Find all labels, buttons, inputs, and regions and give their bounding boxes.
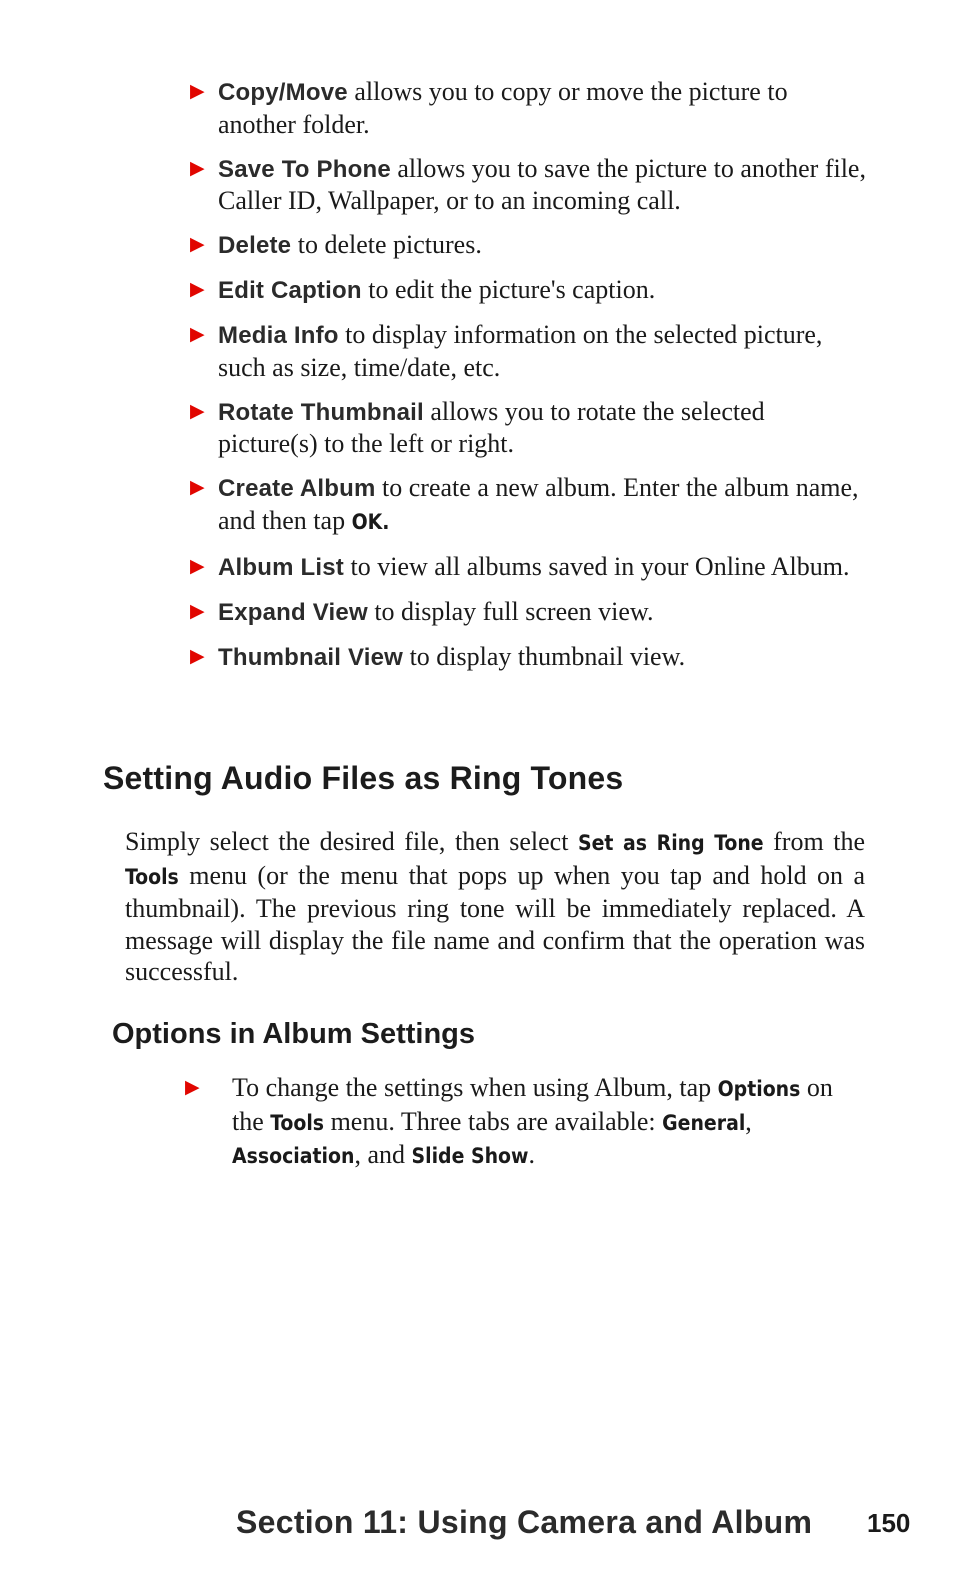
bullet-expand-view — [188, 596, 868, 629]
tools-command: Tools — [125, 864, 179, 889]
bullet-delete — [188, 229, 868, 262]
bullet-text: To change the settings when using Album, tap — [232, 1073, 718, 1102]
triangle-bullet-icon: ▶ — [190, 554, 205, 577]
bullet-album-list — [188, 551, 868, 584]
bullet-copy-move — [188, 76, 868, 140]
bullet-text: to display thumbnail view. — [403, 641, 686, 671]
bullet-text: to display full screen view. — [367, 596, 654, 626]
association-tab-command: Association — [232, 1144, 355, 1168]
ring-tones-paragraph — [125, 826, 865, 988]
bullet-media-info — [188, 319, 868, 383]
slide-show-tab-command: Slide Show — [411, 1144, 529, 1168]
bullet-text: to view all albums saved in your Online Album. — [344, 551, 850, 581]
page-number: 150 — [867, 1508, 911, 1538]
bullet-text: menu. Three tabs are available: — [324, 1106, 663, 1136]
triangle-bullet-icon: ▶ — [190, 399, 205, 422]
album-settings-bullet — [185, 1072, 852, 1173]
bullet-term: Save To Phone — [218, 155, 391, 183]
bullet-text: to create a new album. Enter the album name, and then tap — [218, 473, 859, 535]
bullet-term: Thumbnail View — [218, 643, 404, 671]
triangle-bullet-icon: ▶ — [190, 644, 205, 667]
triangle-bullet-icon: ▶ — [190, 599, 205, 622]
bullet-term: Album List — [218, 553, 344, 581]
triangle-bullet-icon: ▶ — [190, 476, 205, 498]
footer-section-title: Section 11: Using Camera and Album — [236, 1504, 813, 1540]
tools-command: Tools — [270, 1110, 325, 1135]
bullet-create-album — [188, 472, 868, 538]
paragraph-text: Simply select the desired file, then select — [125, 827, 578, 856]
set-as-ring-tone-command: Set as Ring Tone — [577, 831, 764, 855]
bullet-term: Create Album — [218, 475, 376, 502]
bullet-text: allows you to rotate the selected picture(s) to the left or right. — [218, 396, 765, 458]
bullet-rotate-thumbnail — [188, 396, 868, 460]
bullet-term: Media Info — [218, 322, 339, 349]
bullet-text: to display information on the selected picture, such as size, time/date, etc. — [218, 320, 823, 382]
bullet-text: allows you to copy or move the picture to another folder. — [218, 77, 788, 139]
bullet-text: to edit the picture's caption. — [361, 275, 656, 304]
triangle-bullet-icon: ▶ — [190, 156, 205, 179]
general-tab-command: General — [662, 1110, 746, 1135]
bullet-term: Expand View — [218, 598, 368, 626]
ok-command: OK. — [351, 509, 390, 534]
subsection-heading-album-settings: Options in Album Settings — [112, 1018, 476, 1050]
paragraph-text: menu (or the menu that pops up when you tap and hold on a thumbnail). The previous ring tone will be immediately replaced. A message will display the file name and confirm that the operation was successful. — [125, 860, 865, 986]
bullet-text: , — [745, 1106, 752, 1136]
triangle-bullet-icon: ▶ — [190, 323, 205, 345]
option-bullet-list — [188, 76, 868, 686]
section-heading-ring-tones: Setting Audio Files as Ring Tones — [103, 760, 624, 796]
triangle-bullet-icon: ▶ — [190, 233, 205, 255]
bullet-term: Rotate Thumbnail — [218, 398, 424, 426]
paragraph-text: from the — [763, 827, 865, 856]
options-command: Options — [717, 1077, 801, 1101]
bullet-thumbnail-view — [188, 641, 868, 674]
triangle-bullet-icon: ▶ — [190, 278, 205, 300]
bullet-save-to-phone — [188, 153, 868, 217]
triangle-bullet-icon: ▶ — [190, 80, 205, 102]
triangle-bullet-icon: ▶ — [185, 1076, 200, 1098]
bullet-term: Edit Caption — [218, 277, 362, 304]
bullet-text: . — [528, 1140, 535, 1169]
bullet-text: to delete pictures. — [291, 230, 482, 259]
bullet-text: allows you to save the picture to another file, Caller ID, Wallpaper, or to an incoming call. — [218, 153, 866, 215]
bullet-edit-caption — [188, 274, 868, 307]
bullet-term: Copy/Move — [218, 79, 348, 106]
bullet-term: Delete — [218, 232, 292, 259]
bullet-text: , and — [354, 1140, 412, 1169]
bullet-text: on the — [232, 1073, 833, 1136]
